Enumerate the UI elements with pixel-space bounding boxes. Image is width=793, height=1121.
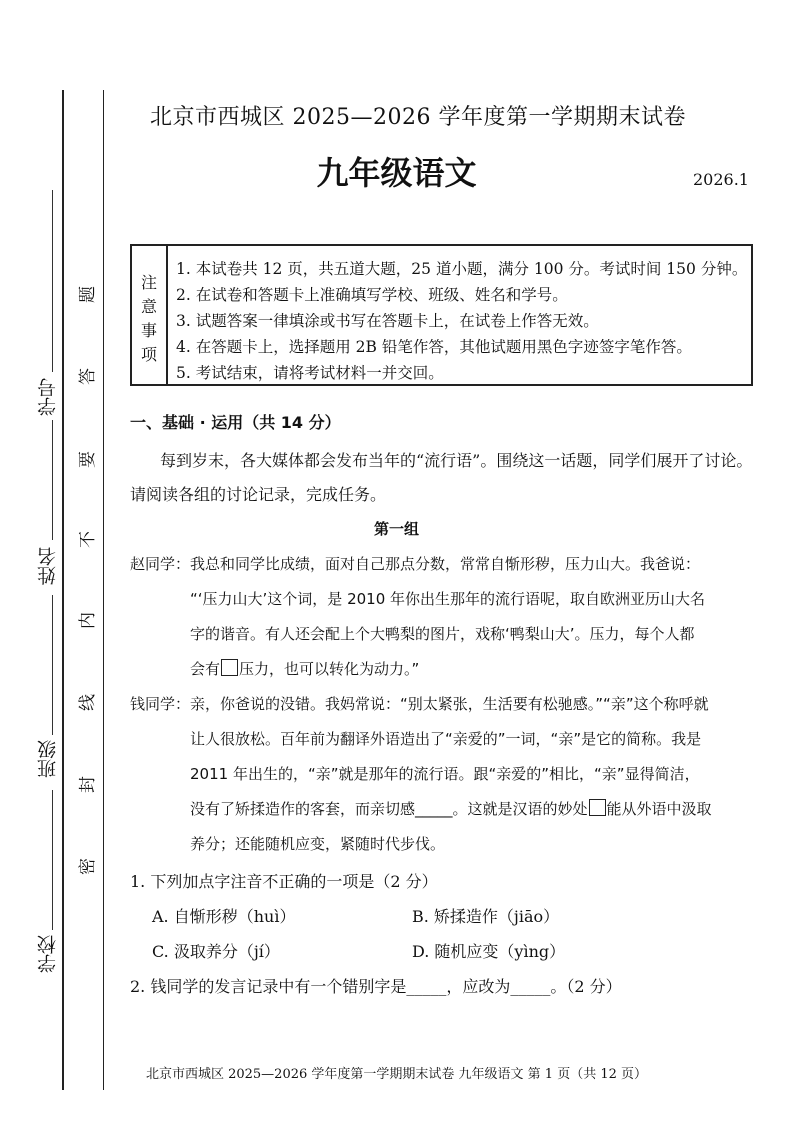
exam-date: 2026.1 [693,170,749,189]
question-1-option-a: A. 自惭形秽（huì） [152,907,296,926]
notice-heading [132,246,168,384]
notice-heading-char: 注 [141,273,158,292]
student-id-fill-line [52,190,53,372]
student-id-label: 学号 [37,378,59,416]
question-1-option-d: D. 随机应变（yìng） [412,942,566,961]
zhao-line: “‘压力山大’这个词，是 2010 年你出生那年的流行语呢，取自欧洲亚历山大名 [190,590,706,608]
notice-item: 2. 在试卷和答题卡上准确填写学校、班级、姓名和学号。 [176,286,568,304]
question-1-option-b: B. 矫揉造作（jiāo） [412,907,560,926]
notice-box [130,244,753,386]
question-2-stem: 2. 钱同学的发言记录中有一个错别字是_____，应改为_____。（2 分） [130,977,622,996]
seal-char: 密 [78,858,98,875]
notice-item: 3. 试题答案一律填涂或书写在答题卡上，在试卷上作答无效。 [176,312,599,330]
notice-item: 4. 在答题卡上，选择题用 2B 铅笔作答，其他试题用黑色字迹签字笔作答。 [176,338,692,356]
notice-item: 5. 考试结束，请将考试材料一并交回。 [176,364,444,382]
qian-line: 养分；还能随机应变，紧随时代步伐。 [190,835,446,853]
subject-title: 九年级语文 [316,154,477,192]
school-fill-line [52,790,53,930]
qian-line: 没有了矫揉造作的客套，而亲切感_____。这就是汉语的妙处 能从外语中汲取 [190,800,712,818]
blank-box [221,659,238,676]
seal-char: 要 [78,451,98,468]
page-footer: 北京市西城区 2025—2026 学年度第一学期期末试卷 九年级语文 第 1 页（共 12 页） [145,1067,648,1082]
question-1-stem: 1. 下列加点字注音不正确的一项是（2 分） [130,872,438,891]
intro-paragraph-cont: 请阅读各组的讨论记录，完成任务。 [130,485,387,504]
exam-title: 北京市西城区 2025—2026 学年度第一学期期末试卷 [150,105,686,130]
seal-char: 答 [78,368,98,385]
seal-char: 题 [78,286,98,303]
binding-line-inner [103,90,104,1090]
notice-heading-char: 意 [141,297,158,316]
question-1-option-c: C. 汲取养分（jí） [152,942,280,961]
qian-line: 让人很放松。百年前为翻译外语造出了“亲爱的”一词，“亲”是它的简称。我是 [190,730,702,748]
seal-char: 封 [78,776,98,793]
seal-char: 线 [78,694,98,711]
intro-paragraph: 每到岁末，各大媒体都会发布当年的“流行语”。围绕这一话题，同学们展开了讨论。 [160,451,753,470]
zhao-line: 会有 压力，也可以转化为动力。” [190,660,420,678]
notice-heading-char: 项 [141,345,158,364]
binding-line-outer [62,90,64,1090]
notice-item: 1. 本试卷共 12 页，共五道大题，25 道小题，满分 100 分。考试时间 150 分钟。 [176,260,748,278]
class-label: 班级 [37,740,59,778]
school-label: 学校 [37,935,59,973]
qian-line: 钱同学：亲，你爸说的没错。我妈常说：“别太紧张，生活要有松驰感。”“亲”这个称呼就 [130,695,709,713]
section-heading: 一、基础 · 运用（共 14 分） [130,413,341,432]
qian-line: 2011 年出生的，“亲”就是那年的流行语。跟“亲爱的”相比，“亲”显得简洁， [190,765,700,783]
zhao-line: 字的谐音。有人还会配上个大鸭梨的图片，戏称‘鸭梨山大’。压力，每个人都 [190,625,695,643]
blank-box [589,799,606,816]
notice-heading-char: 事 [141,321,158,340]
seal-char: 内 [78,612,98,629]
name-label: 姓名 [37,547,59,585]
zhao-line: 赵同学：我总和同学比成绩，面对自己那点分数，常常自惭形秽，压力山大。我爸说： [130,555,701,573]
class-fill-line [52,595,53,735]
seal-char: 不 [78,531,98,548]
group-title: 第一组 [373,520,419,538]
